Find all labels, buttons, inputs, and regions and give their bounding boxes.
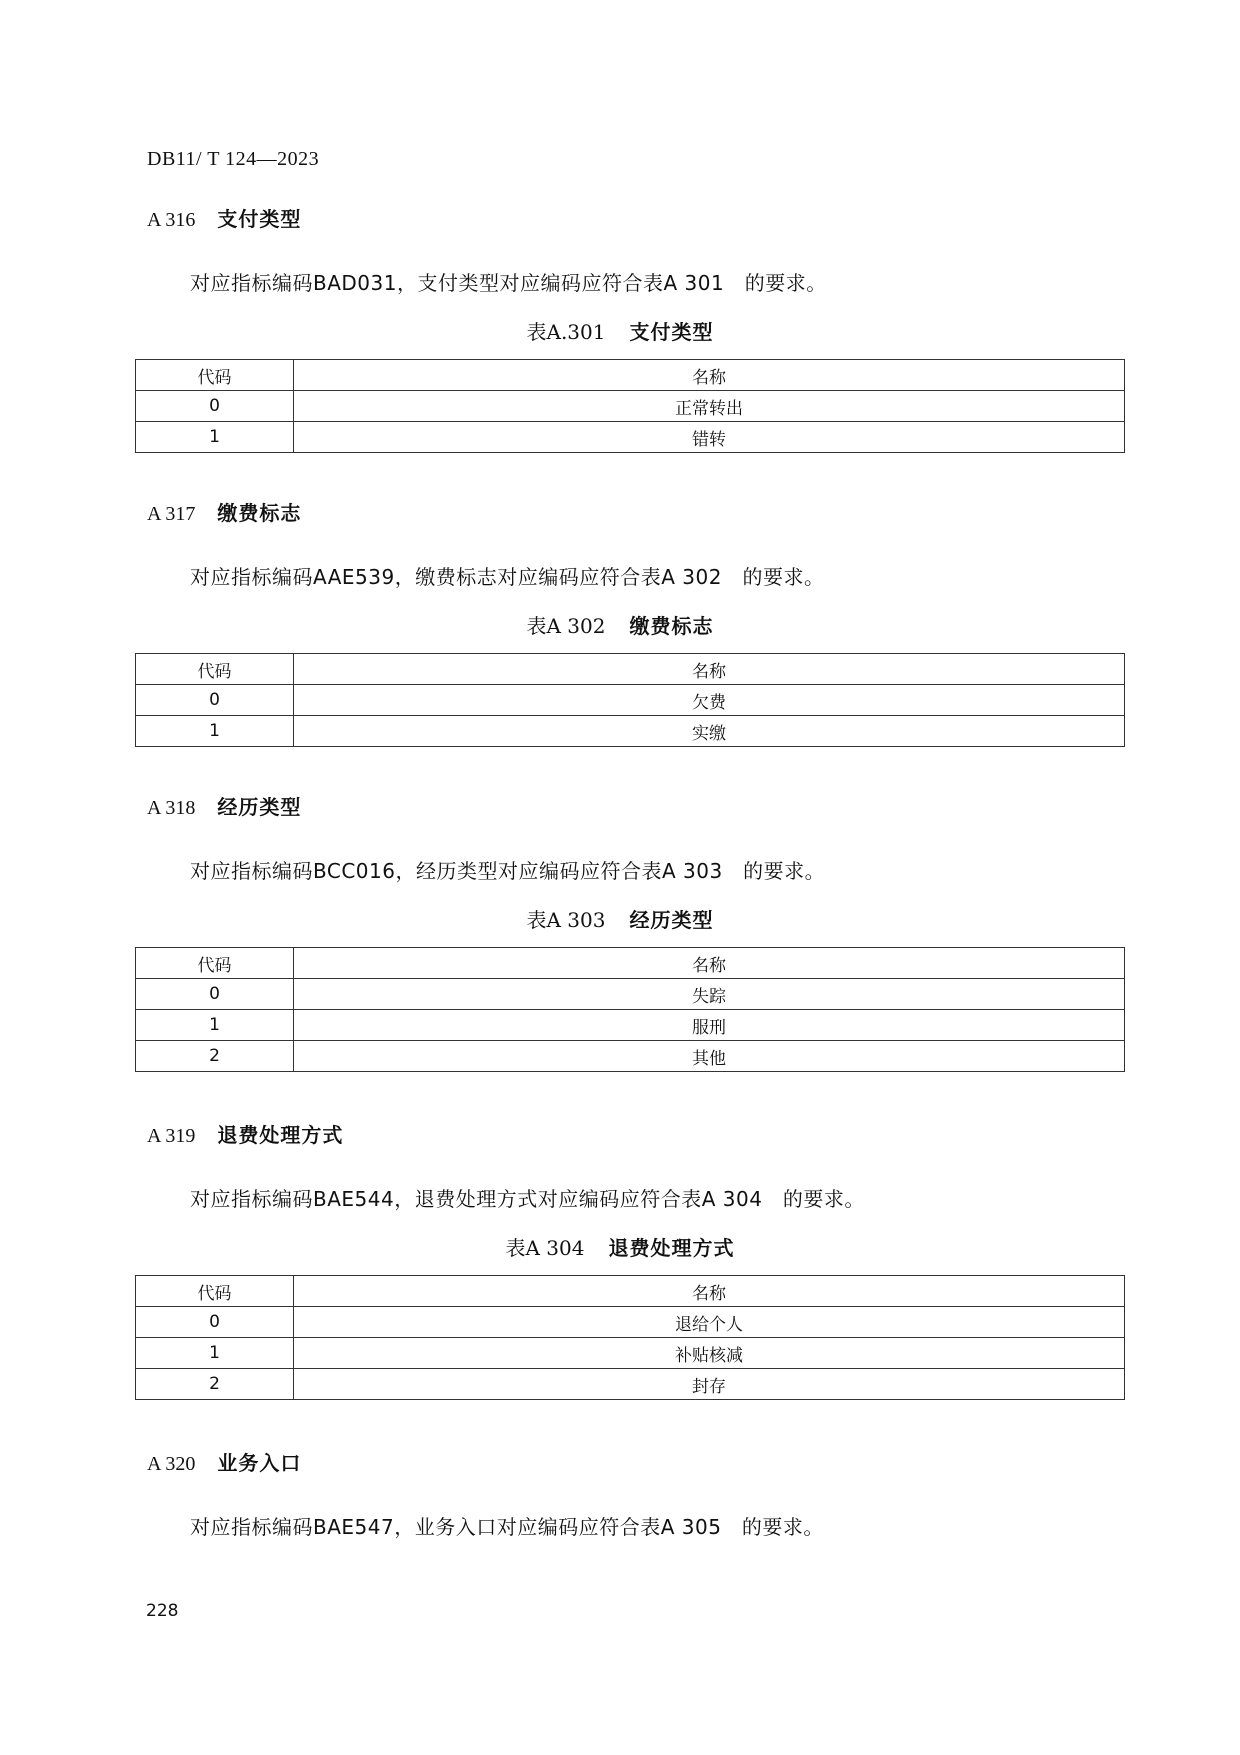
table-row: [136, 1041, 1125, 1072]
table-title: 经历类型: [629, 908, 714, 932]
table-row: [136, 979, 1125, 1010]
column-header-name: 名称: [294, 654, 1125, 685]
code-cell: 1: [136, 422, 294, 453]
clause-number: A 320: [147, 1453, 196, 1475]
clause-title: 经历类型: [217, 795, 302, 819]
clause-number: A 316: [147, 209, 196, 231]
clause-paragraph: 对应指标编码BAE547，业务入口对应编码应符合表A 305 的要求。: [190, 1515, 824, 1539]
code-cell: 1: [136, 1338, 294, 1369]
clause-heading: [147, 203, 301, 232]
code-table: [135, 947, 1125, 1072]
column-header-code: 代码: [136, 654, 294, 685]
table-number: 表A.301: [526, 320, 606, 344]
name-cell: 欠费: [294, 685, 1125, 716]
name-cell: 实缴: [294, 716, 1125, 747]
clause-number: A 317: [147, 503, 196, 525]
code-cell: 0: [136, 391, 294, 422]
name-cell: 补贴核减: [294, 1338, 1125, 1369]
code-cell: 2: [136, 1369, 294, 1400]
clause-title: 支付类型: [217, 207, 302, 231]
clause-title: 缴费标志: [217, 501, 302, 525]
name-cell: 服刑: [294, 1010, 1125, 1041]
code-cell: 1: [136, 716, 294, 747]
clause-heading: [147, 497, 301, 526]
table-caption: [0, 610, 1240, 639]
code-table: [135, 653, 1125, 747]
table-title: 缴费标志: [629, 614, 714, 638]
column-header-name: 名称: [294, 1276, 1125, 1307]
table-caption: [0, 1232, 1240, 1261]
clause-number: A 319: [147, 1125, 196, 1147]
column-header-code: 代码: [136, 1276, 294, 1307]
clause-title: 业务入口: [217, 1451, 302, 1475]
code-cell: 0: [136, 1307, 294, 1338]
table-title: 退费处理方式: [608, 1236, 735, 1260]
column-header-code: 代码: [136, 948, 294, 979]
table-caption: [0, 316, 1240, 345]
table-row: [136, 1338, 1125, 1369]
code-cell: 2: [136, 1041, 294, 1072]
table-header-row: [136, 360, 1125, 391]
name-cell: 错转: [294, 422, 1125, 453]
code-cell: 1: [136, 1010, 294, 1041]
clause-heading: [147, 791, 301, 820]
table-row: [136, 1369, 1125, 1400]
clause-paragraph: 对应指标编码BCC016，经历类型对应编码应符合表A 303 的要求。: [190, 859, 826, 883]
clause-paragraph: 对应指标编码BAD031，支付类型对应编码应符合表A 301 的要求。: [190, 271, 827, 295]
name-cell: 退给个人: [294, 1307, 1125, 1338]
page-number: 228: [146, 1601, 179, 1621]
table-number: 表A 302: [526, 614, 606, 638]
table-row: [136, 685, 1125, 716]
name-cell: 正常转出: [294, 391, 1125, 422]
table-caption: [0, 904, 1240, 933]
column-header-name: 名称: [294, 360, 1125, 391]
table-row: [136, 391, 1125, 422]
table-row: [136, 422, 1125, 453]
column-header-code: 代码: [136, 360, 294, 391]
clause-paragraph: 对应指标编码BAE544，退费处理方式对应编码应符合表A 304 的要求。: [190, 1187, 865, 1211]
column-header-name: 名称: [294, 948, 1125, 979]
clause-heading: [147, 1119, 343, 1148]
standard-number: DB11/ T 124—2023: [147, 148, 320, 170]
table-row: [136, 716, 1125, 747]
table-number: 表A 303: [526, 908, 606, 932]
code-cell: 0: [136, 685, 294, 716]
name-cell: 封存: [294, 1369, 1125, 1400]
table-row: [136, 1010, 1125, 1041]
table-title: 支付类型: [629, 320, 714, 344]
code-table: [135, 1275, 1125, 1400]
name-cell: 其他: [294, 1041, 1125, 1072]
table-header-row: [136, 1276, 1125, 1307]
clause-number: A 318: [147, 797, 196, 819]
code-table: [135, 359, 1125, 453]
table-number: 表A 304: [505, 1236, 585, 1260]
name-cell: 失踪: [294, 979, 1125, 1010]
table-row: [136, 1307, 1125, 1338]
clause-heading: [147, 1447, 301, 1476]
table-header-row: [136, 948, 1125, 979]
clause-title: 退费处理方式: [217, 1123, 344, 1147]
table-header-row: [136, 654, 1125, 685]
code-cell: 0: [136, 979, 294, 1010]
clause-paragraph: 对应指标编码AAE539，缴费标志对应编码应符合表A 302 的要求。: [190, 565, 825, 589]
